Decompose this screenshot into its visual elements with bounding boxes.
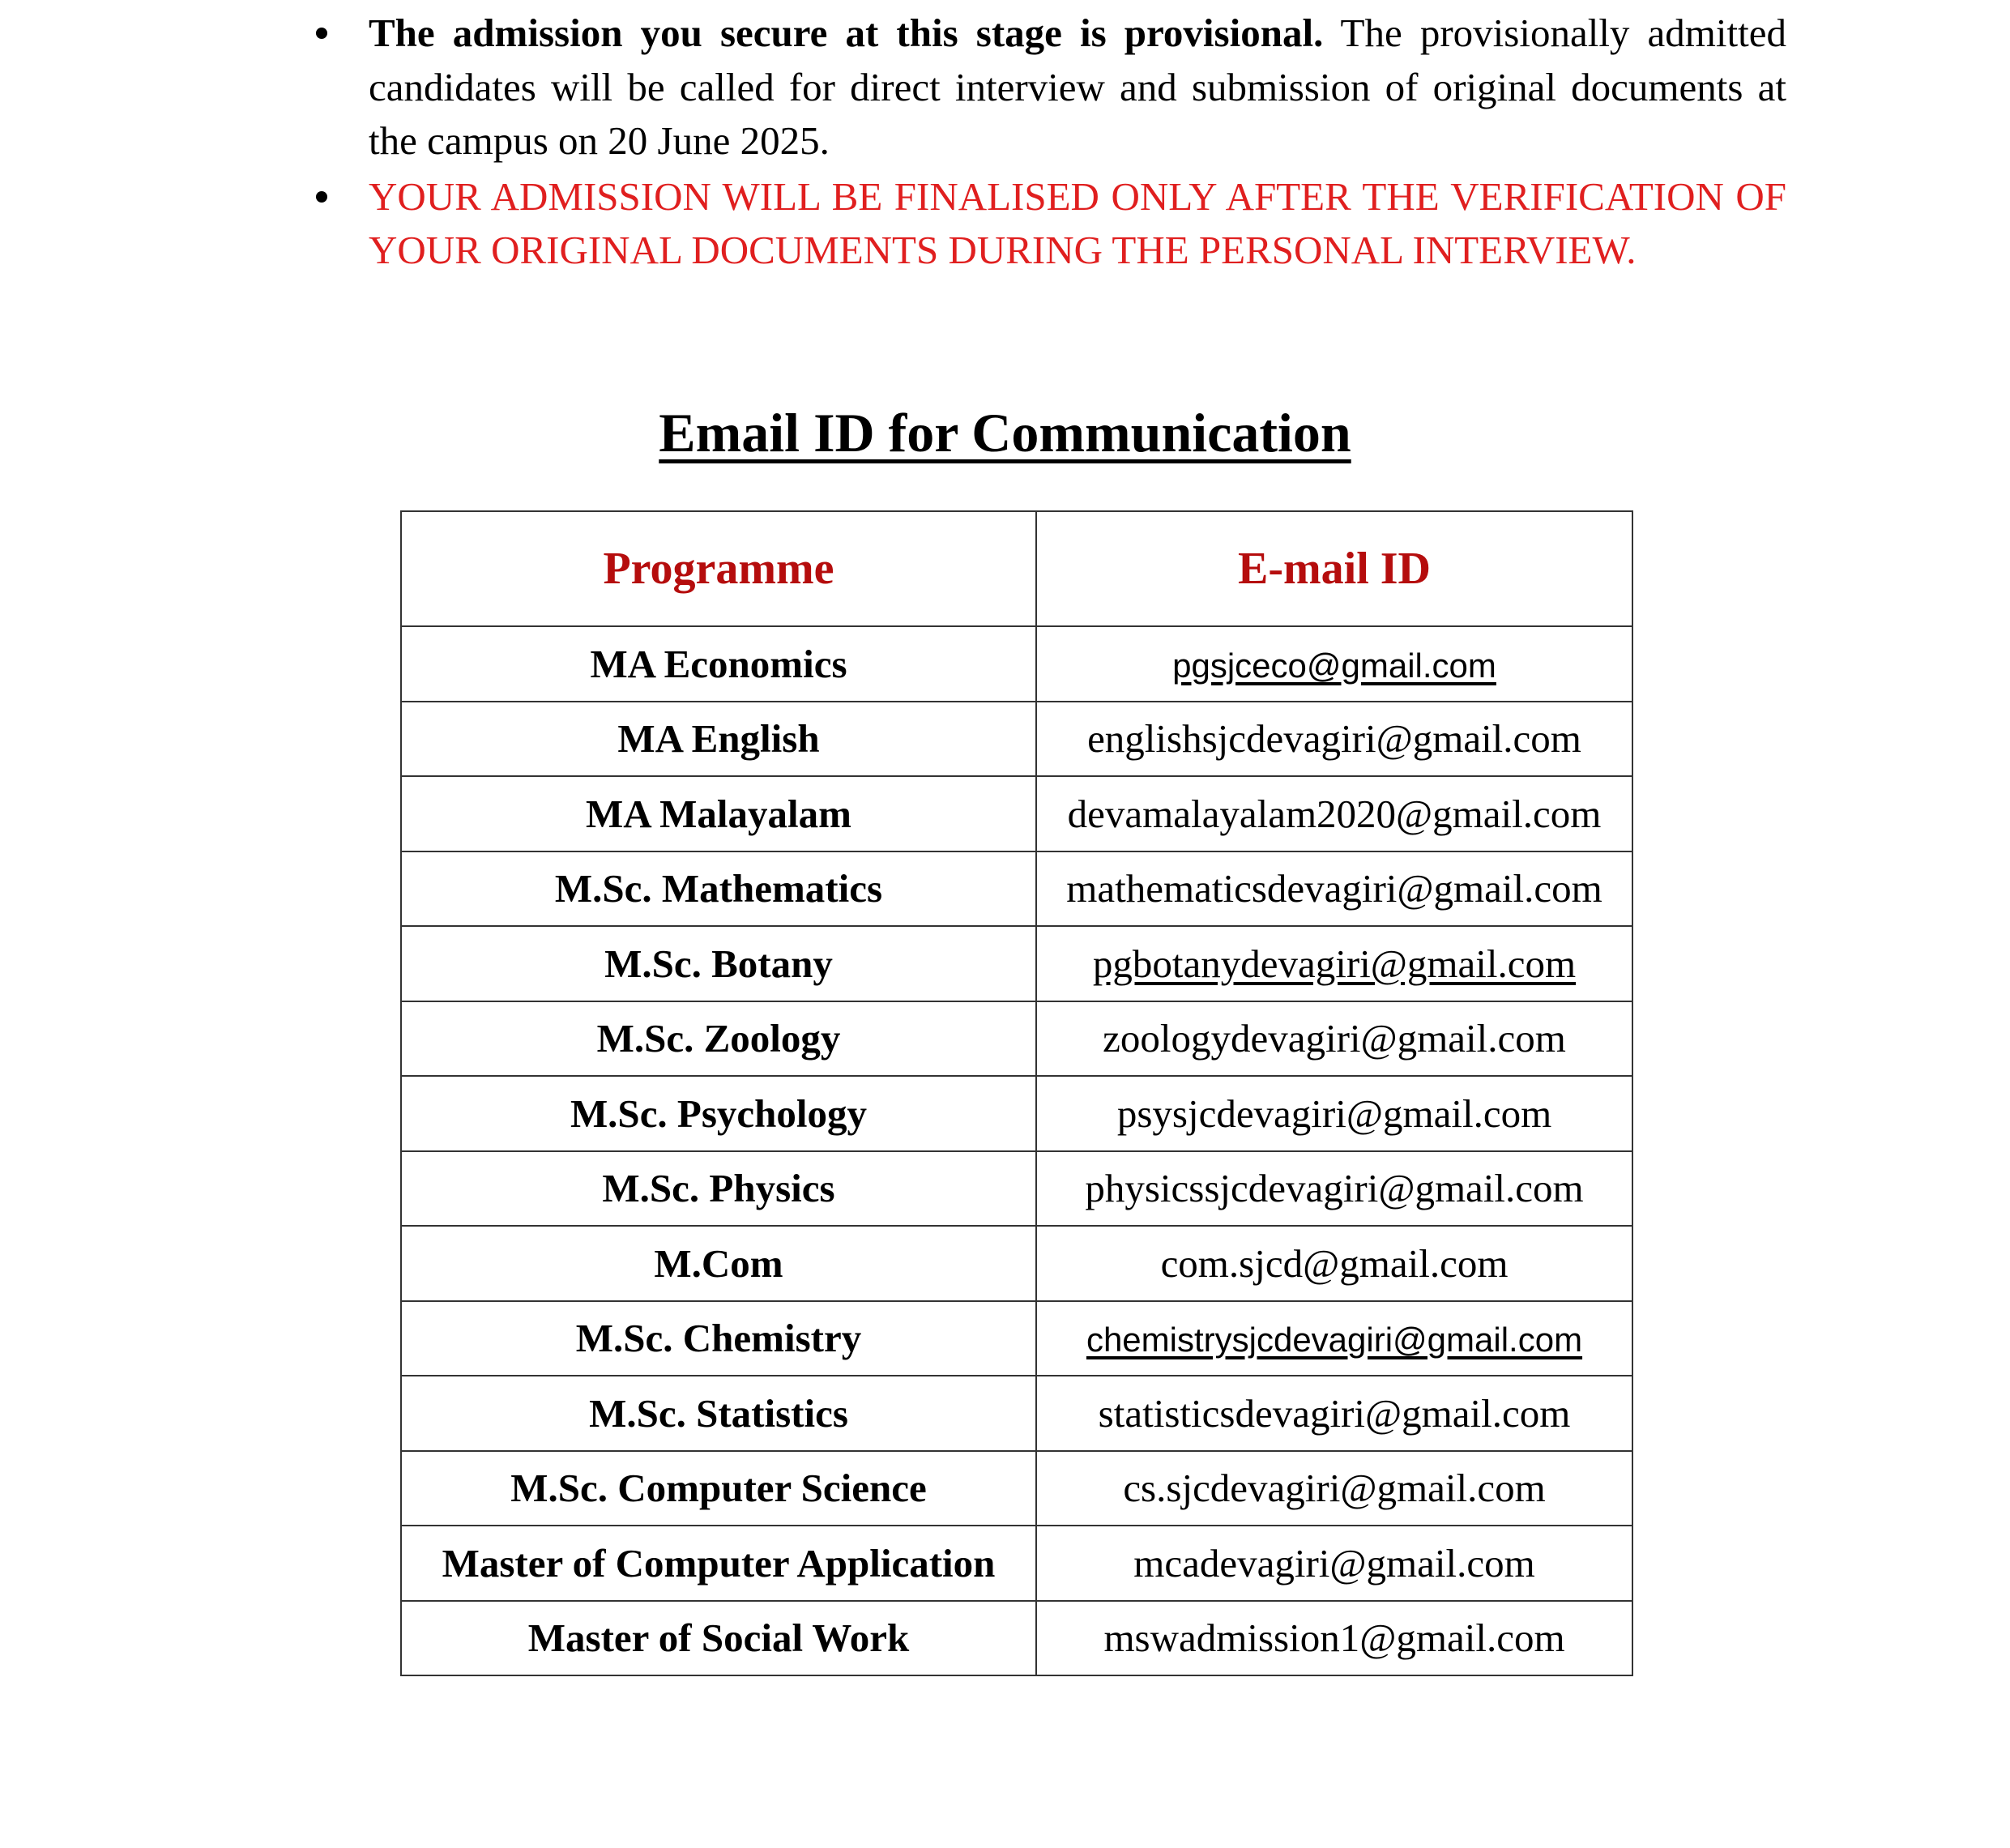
table-row <box>401 926 1632 1001</box>
email-table <box>400 510 1633 1676</box>
bullet-icon <box>316 28 327 39</box>
email-text: com.sjcd@gmail.com <box>1160 1240 1509 1286</box>
table-row <box>401 1301 1632 1376</box>
email-cell <box>1036 1301 1632 1376</box>
email-text: englishsjcdevagiri@gmail.com <box>1087 716 1581 762</box>
email-cell <box>1036 626 1632 702</box>
note-finalisation-warning <box>316 170 1786 278</box>
programme-cell: M.Sc. Mathematics <box>401 851 1036 927</box>
email-link[interactable]: pgsjceco@gmail.com <box>1172 646 1496 685</box>
email-cell <box>1036 702 1632 777</box>
email-text: cs.sjcdevagiri@gmail.com <box>1123 1466 1546 1511</box>
header-programme: Programme <box>401 511 1036 626</box>
email-link[interactable]: pgbotanydevagiri@gmail.com <box>1092 941 1577 986</box>
note-provisional-admission <box>316 6 1786 169</box>
section-title <box>0 401 2010 465</box>
programme-cell: M.Sc. Zoology <box>401 1001 1036 1077</box>
email-cell <box>1036 1376 1632 1451</box>
email-cell <box>1036 851 1632 927</box>
table-row <box>401 851 1632 927</box>
email-text: mcadevagiri@gmail.com <box>1133 1540 1535 1586</box>
email-cell <box>1036 1151 1632 1227</box>
programme-cell: M.Sc. Psychology <box>401 1076 1036 1151</box>
table-row <box>401 702 1632 777</box>
bullet-icon <box>316 191 327 203</box>
note-bold-lead: The admission you secure at this stage is provisional. <box>369 11 1324 55</box>
programme-cell: M.Sc. Statistics <box>401 1376 1036 1451</box>
email-cell <box>1036 1076 1632 1151</box>
table-row <box>401 1226 1632 1301</box>
table-row <box>401 1526 1632 1601</box>
section-title-text: Email ID for Communication <box>659 402 1351 463</box>
table-row <box>401 1376 1632 1451</box>
programme-cell: M.Sc. Chemistry <box>401 1301 1036 1376</box>
table-row <box>401 1076 1632 1151</box>
programme-cell: Master of Computer Application <box>401 1526 1036 1601</box>
admission-notes-list <box>316 6 1786 280</box>
email-text: zoologydevagiri@gmail.com <box>1103 1016 1566 1061</box>
email-cell <box>1036 1001 1632 1077</box>
programme-cell: M.Sc. Botany <box>401 926 1036 1001</box>
email-text: statisticsdevagiri@gmail.com <box>1098 1390 1571 1436</box>
email-text: devamalayalam2020@gmail.com <box>1067 791 1602 836</box>
email-text: mswadmission1@gmail.com <box>1103 1615 1565 1661</box>
email-link[interactable]: chemistrysjcdevagiri@gmail.com <box>1086 1321 1583 1359</box>
email-cell <box>1036 776 1632 851</box>
email-cell <box>1036 1451 1632 1526</box>
email-text: mathematicsdevagiri@gmail.com <box>1066 866 1602 911</box>
programme-cell: MA Economics <box>401 626 1036 702</box>
header-email: E-mail ID <box>1036 511 1632 626</box>
table-row <box>401 1001 1632 1077</box>
programme-cell: Master of Social Work <box>401 1601 1036 1676</box>
programme-cell: M.Com <box>401 1226 1036 1301</box>
email-text: physicssjcdevagiri@gmail.com <box>1085 1166 1584 1211</box>
programme-cell: MA Malayalam <box>401 776 1036 851</box>
table-row <box>401 1151 1632 1227</box>
table-header-row <box>401 511 1632 626</box>
email-cell <box>1036 1226 1632 1301</box>
email-cell <box>1036 1526 1632 1601</box>
table-row <box>401 626 1632 702</box>
programme-cell: M.Sc. Computer Science <box>401 1451 1036 1526</box>
email-cell <box>1036 926 1632 1001</box>
programme-cell: M.Sc. Physics <box>401 1151 1036 1227</box>
table-row <box>401 1601 1632 1676</box>
email-text: psysjcdevagiri@gmail.com <box>1116 1090 1552 1136</box>
programme-cell: MA English <box>401 702 1036 777</box>
email-cell <box>1036 1601 1632 1676</box>
note-text: YOUR ADMISSION WILL BE FINALISED ONLY AFTER THE VERIFICATION OF YOUR ORIGINAL DOCUMENTS DURING THE PERSONAL INTERVIEW. <box>369 173 1786 272</box>
table-row <box>401 1451 1632 1526</box>
note-text: The provisionally admitted candidates will be called for direct interview and submission of original documents at the campus on 20 June 2025. <box>369 11 1786 163</box>
table-row <box>401 776 1632 851</box>
